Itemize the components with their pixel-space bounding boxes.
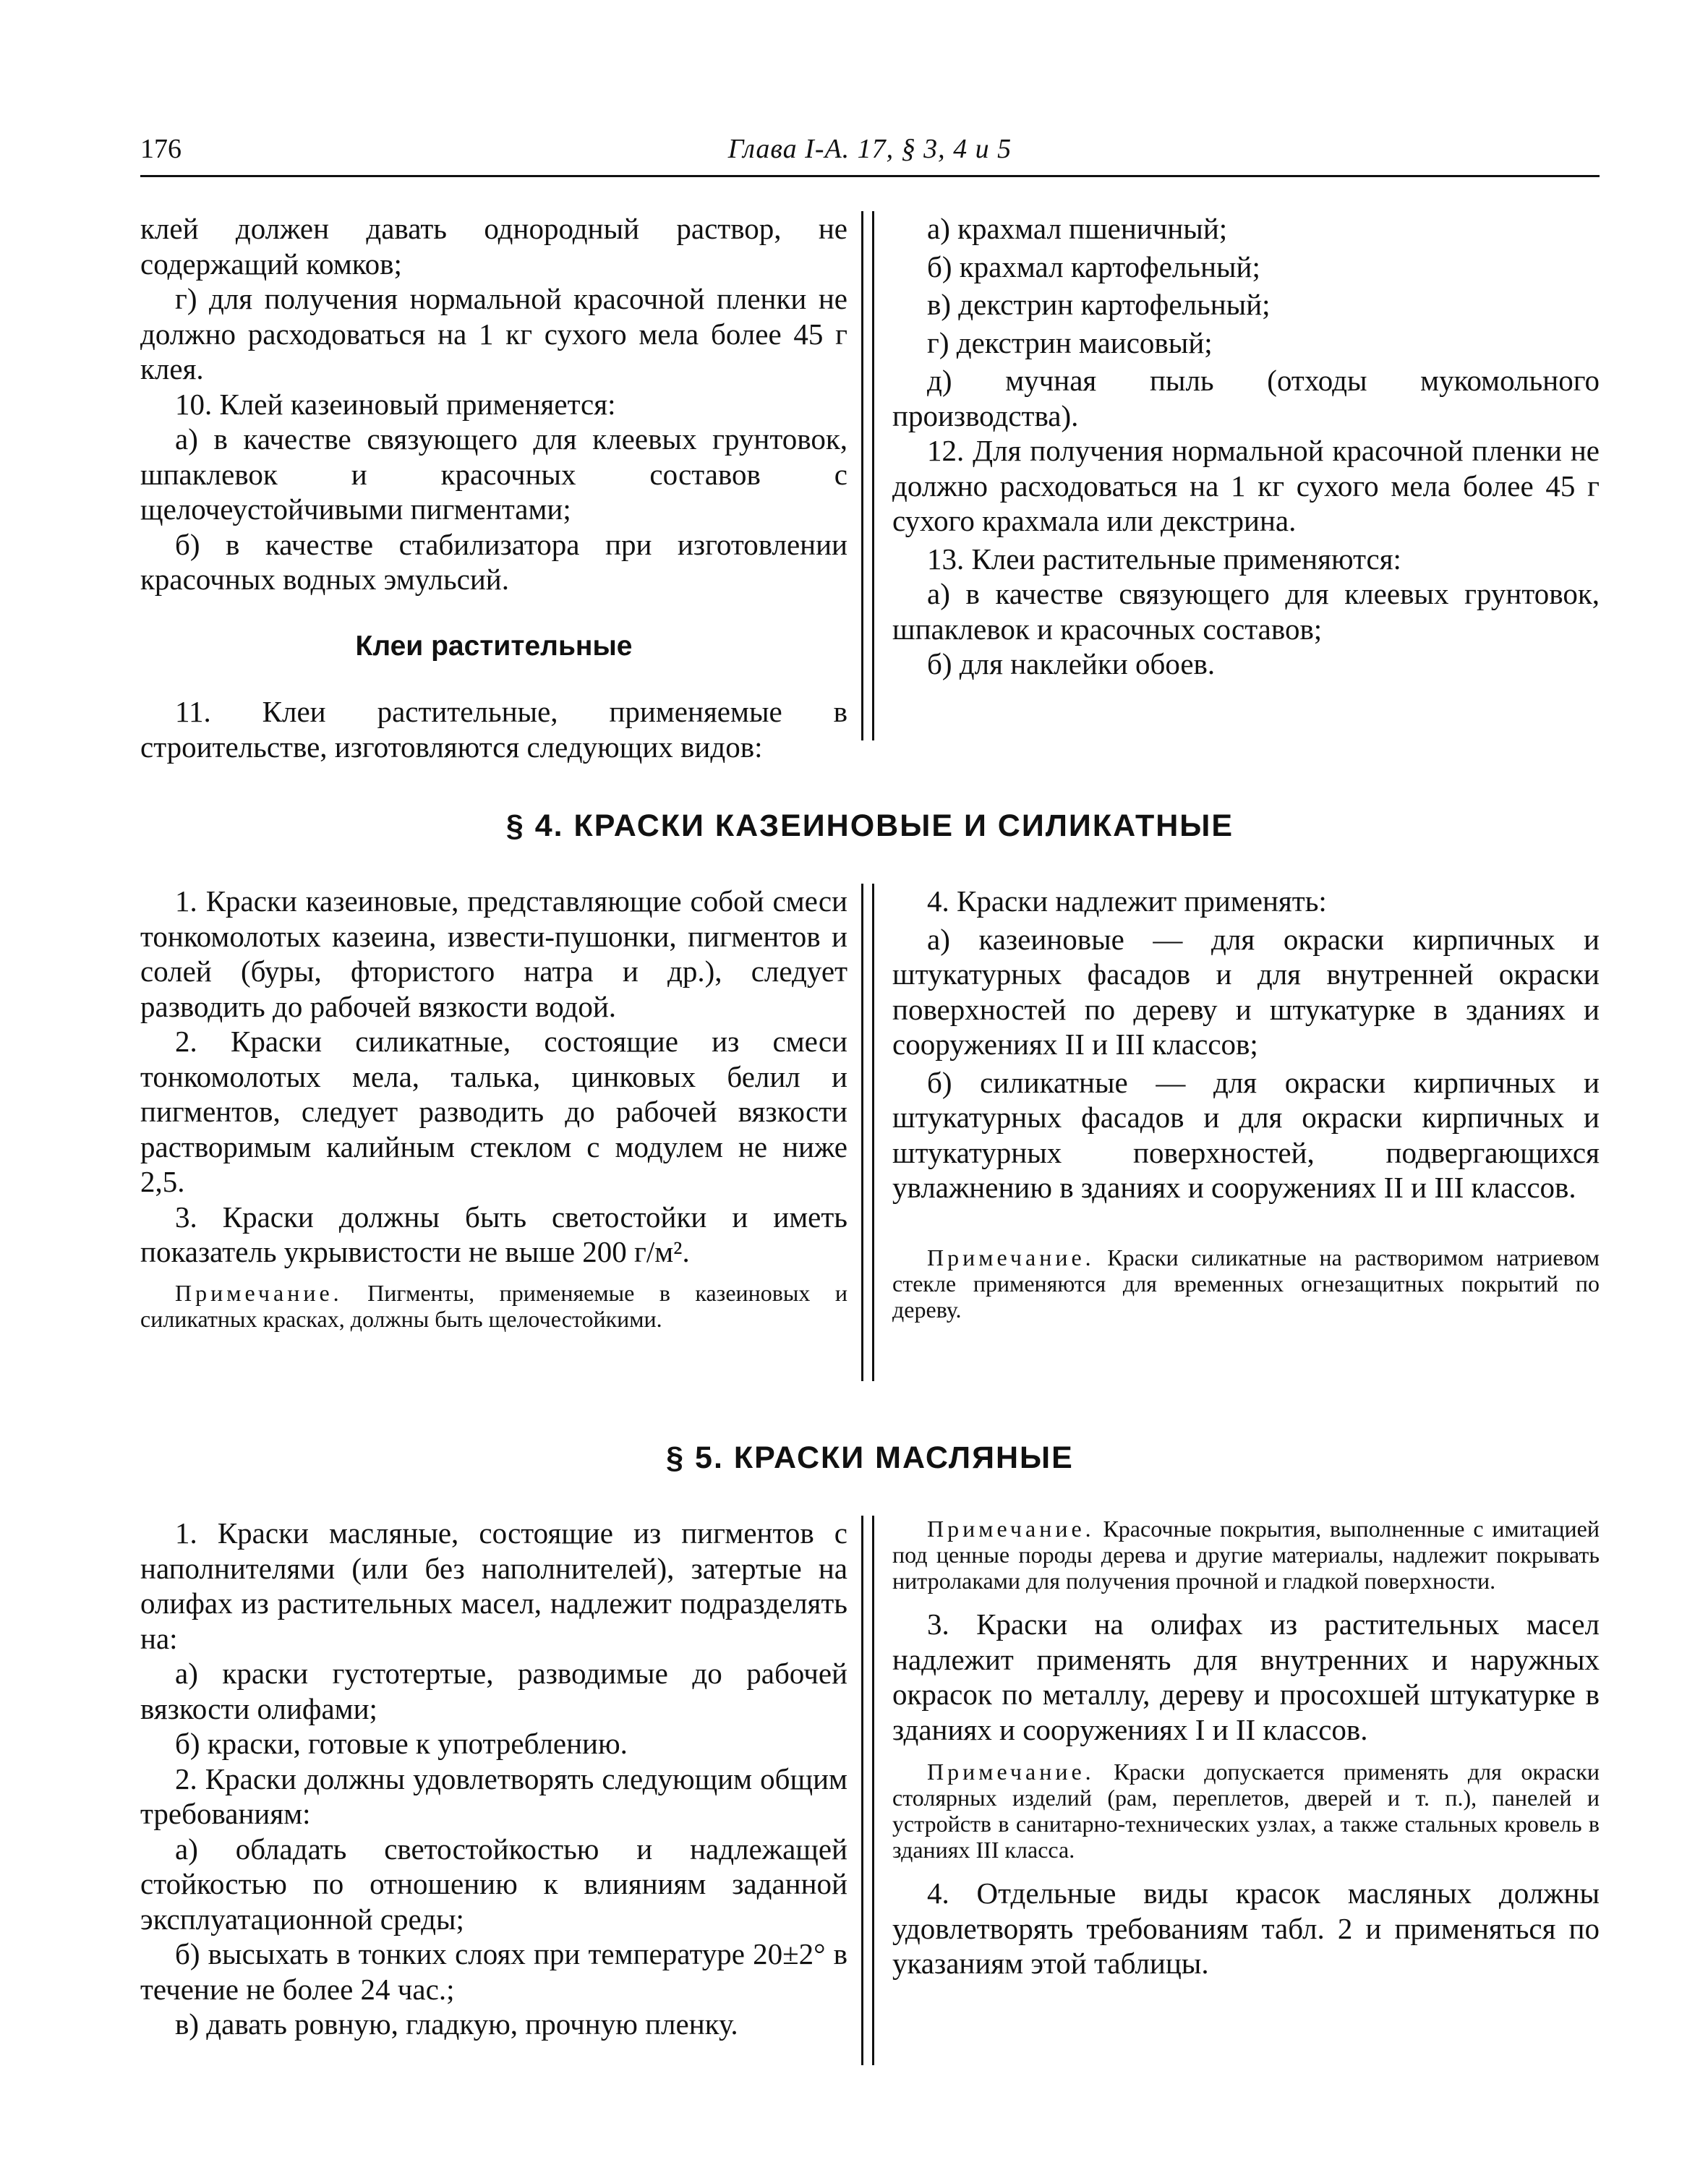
subsection-heading: Клеи растительные [355,630,633,662]
paragraph: г) для получения нормальной красочной пленки не должно расходоваться на 1 кг сухого мела более 45 г клея. [140,282,847,385]
clause-13: 13. Клеи растительные применяются: [927,542,1401,576]
list-item: а) в качестве связующего для клеевых грунтовок, шпаклевок и красочных составов; [892,577,1600,646]
note-label: Примечание. [927,1759,1095,1785]
chapter-reference: Глава I-А. 17, § 3, 4 и 5 [727,134,1012,164]
note-label: Примечание. [175,1279,343,1306]
note-text: Краски допускается применять для окраски столярных изделий (рам, переплетов, дверей и т. п.), панелей и устройств в санитарно-технических узлах, а также стальных кровель в зданиях III класса. [892,1759,1600,1863]
page-number: 176 [140,134,182,164]
note-text: Красочные покрытия, выполненные с имитацией под ценные породы дерева и другие материалы, надлежит покрывать нитролаками для получения прочной и гладкой поверхности. [892,1516,1600,1594]
list-item: а) краски густотертые, разводимые до рабочей вязкости олифами; [140,1657,847,1725]
list-item: б) краски, готовые к употреблению. [175,1727,628,1760]
clause-4: 4. Краски надлежит применять: [927,884,1327,918]
paragraph: клей должен давать однородный раствор, не содержащий комков; [140,212,847,281]
note-label: Примечание. [927,1516,1095,1542]
note-label: Примечание. [927,1244,1095,1270]
list-item: г) декстрин маисовый; [927,325,1213,359]
list-item: а) крахмал пшеничный; [927,212,1228,245]
clause-3: 3. Краски на олифах из растительных масел надлежит применять для внутренних и наружных окрасок по металлу, дереву и просохшей штукатурке в зданиях и сооружениях I и II классов. [892,1607,1600,1746]
right-column [892,884,1600,1323]
list-item: а) казеиновые — для окраски кирпичных и штукатурных фасадов и для внутренней окраски поверхностей по дереву и штукатурке в зданиях и сооружениях II и III классов; [892,922,1600,1061]
left-column [140,1516,847,2042]
clause-12: 12. Для получения нормальной красочной пленки не должно расходоваться на 1 кг сухого мела более 45 г сухого крахмала или декстрина. [892,434,1600,537]
section-4-title: § 4. КРАСКИ КАЗЕИНОВЫЕ И СИЛИКАТНЫЕ [505,808,1234,843]
section-5-title: § 5. КРАСКИ МАСЛЯНЫЕ [666,1440,1074,1475]
list-item: в) декстрин картофельный; [927,288,1271,321]
section-4-body [140,884,1600,1381]
list-item: а) обладать светостойкостью и надлежащей стойкостью по отношению к влияниям заданной эксплуатационной среды; [140,1832,847,1936]
clause-2: 2. Краски должны удовлетворять следующим общим требованиям: [140,1761,847,1830]
list-item: б) высыхать в тонких слоях при температуре 20±2° в течение не более 24 час.; [140,1937,847,2006]
clause-10: 10. Клей казеиновый применяется: [175,387,616,421]
clause-4: 4. Отдельные виды красок масляных должны удовлетворять требованиям табл. 2 и применяться по указаниям этой таблицы. [892,1876,1600,1980]
note [892,1244,1600,1323]
left-column [140,884,847,1332]
clause-1: 1. Краски масляные, состоящие из пигментов с наполнителями (или без наполнителей), затертые на олифах из растительных масел, надлежит подразделять на: [140,1516,847,1655]
column-divider [861,211,874,740]
right-column [892,1516,1600,1981]
clause-11: 11. Клеи растительные, применяемые в строительстве, изготовляются следующих видов: [140,695,847,764]
note [892,1759,1600,1863]
clause-3: 3. Краски должны быть светостойки и иметь показатель укрывистости не выше 200 г/м². [140,1200,847,1268]
running-header [140,129,1600,177]
right-column [892,211,1600,682]
list-item: б) в качестве стабилизатора при изготовлении красочных водных эмульсий. [140,527,847,596]
list-item: б) для наклейки обоев. [927,647,1216,680]
clause-1: 1. Краски казеиновые, представляющие собой смеси тонкомолотых казеина, извести-пушонки, пигментов и солей (буры, фтористого натра и др.), следует разводить до рабочей вязкости водой. [140,884,847,1023]
column-divider [861,1516,874,2065]
note [140,1280,847,1332]
note [892,1516,1600,1594]
list-item: б) силикатные — для окраски кирпичных и штукатурных фасадов и для окраски кирпичных и штукатурных поверхностей, подвергающихся увлажнению в зданиях и сооружениях II и III классов. [892,1065,1600,1204]
list-item: а) в качестве связующего для клеевых грунтовок, шпаклевок и красочных составов с щелочеустойчивыми пигментами; [140,422,847,526]
section-5-body [140,1516,1600,2065]
list-item: д) мучная пыль (отходы мукомольного производства). [892,364,1600,432]
list-item: в) давать ровную, гладкую, прочную пленку. [175,2007,738,2041]
section-3-continuation [140,211,1600,764]
left-column [140,211,847,764]
list-item: б) крахмал картофельный; [927,249,1260,283]
column-divider [861,884,874,1381]
note-text: Пигменты, применяемые в казеиновых и силикатных красках, должны быть щелочестойкими. [140,1279,847,1332]
note-text: Краски силикатные на растворимом натриевом стекле применяются для временных огнезащитных покрытий по дереву. [892,1244,1600,1323]
clause-2: 2. Краски силикатные, состоящие из смеси тонкомолотых мела, талька, цинковых белил и пигментов, следует разводить до рабочей вязкости растворимым калийным стеклом с модулем не ниже 2,5. [140,1025,847,1198]
